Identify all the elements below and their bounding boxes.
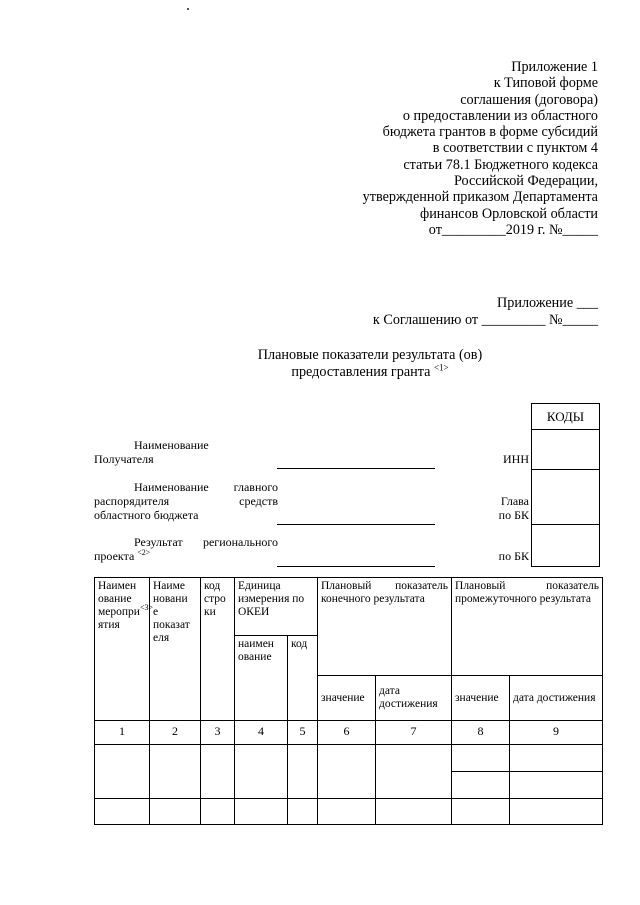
appendix-line: финансов Орловской области bbox=[420, 205, 598, 222]
agreement-reference bbox=[373, 295, 598, 329]
appendix-line: статьи 78.1 Бюджетного кодекса bbox=[403, 156, 598, 173]
title-line-1: Плановые показатели результата (ов) bbox=[257, 347, 483, 363]
codes-table bbox=[531, 403, 600, 567]
footnote-ref-3: <3> bbox=[139, 603, 153, 613]
header-indicator-name: Наиме новани е показат еля bbox=[150, 578, 201, 721]
table-cell[interactable] bbox=[288, 745, 318, 799]
col-number: 7 bbox=[376, 721, 452, 745]
table-cell[interactable] bbox=[452, 772, 510, 799]
header-unit: Единица измерения по ОКЕИ bbox=[235, 578, 318, 636]
col-number: 4 bbox=[235, 721, 288, 745]
indicators-table bbox=[94, 577, 603, 825]
bk-code-cell[interactable] bbox=[532, 525, 600, 567]
table-cell[interactable] bbox=[201, 799, 235, 825]
recipient-field-line[interactable] bbox=[277, 468, 435, 469]
agreement-line-1: Приложение ___ bbox=[497, 295, 598, 311]
table-cell[interactable] bbox=[452, 745, 510, 772]
table-cell[interactable] bbox=[95, 799, 150, 825]
table-cell[interactable] bbox=[510, 799, 603, 825]
col-number: 6 bbox=[318, 721, 376, 745]
codes-header: КОДЫ bbox=[532, 404, 600, 430]
appendix-header bbox=[363, 59, 598, 238]
table-cell[interactable] bbox=[150, 799, 201, 825]
col-number: 3 bbox=[201, 721, 235, 745]
header-final-result: Плановый показатель конечного результата bbox=[318, 578, 452, 676]
table-cell[interactable] bbox=[318, 799, 376, 825]
appendix-line: соглашения (договора) bbox=[460, 91, 598, 108]
scan-speck bbox=[187, 8, 189, 10]
recipient-label-1: Наименование bbox=[134, 438, 209, 452]
footnote-ref-1: <1> bbox=[433, 362, 449, 373]
document-title bbox=[0, 347, 640, 381]
appendix-line: Приложение 1 bbox=[511, 59, 598, 75]
appendix-line: от_________2019 г. №_____ bbox=[428, 221, 598, 238]
project-label-2: проекта bbox=[94, 549, 135, 563]
recipient-label-2: Получателя bbox=[94, 452, 154, 466]
appendix-line: в соответствии с пунктом 4 bbox=[432, 140, 598, 157]
header-unit-name: наимен ование bbox=[235, 636, 288, 721]
project-field-line[interactable] bbox=[277, 566, 435, 567]
header-final-value: значение bbox=[318, 676, 376, 721]
footnote-ref-2: <2> bbox=[137, 548, 151, 557]
table-cell[interactable] bbox=[318, 745, 376, 799]
manager-label-2: распорядителя средств bbox=[94, 494, 278, 508]
table-cell[interactable] bbox=[288, 799, 318, 825]
col-number: 8 bbox=[452, 721, 510, 745]
glava-label-2: по БК bbox=[498, 508, 529, 522]
header-unit-code: код bbox=[288, 636, 318, 721]
table-cell[interactable] bbox=[510, 772, 603, 799]
table-cell[interactable] bbox=[510, 745, 603, 772]
header-intermediate-result: Плановый показатель промежуточного результата bbox=[452, 578, 603, 676]
col-number: 2 bbox=[150, 721, 201, 745]
appendix-line: о предоставлении из областного bbox=[402, 107, 598, 124]
appendix-line: бюджета грантов в форме субсидий bbox=[382, 124, 598, 141]
table-cell[interactable] bbox=[95, 745, 150, 799]
header-event-name: Наимен ование меропри$^{<3>}$ ятия bbox=[95, 578, 150, 721]
table-cell[interactable] bbox=[452, 799, 510, 825]
bk-label: по БК bbox=[498, 549, 529, 563]
manager-label-3: областного бюджета bbox=[94, 508, 199, 522]
col-number: 1 bbox=[95, 721, 150, 745]
header-final-date: дата достижения bbox=[376, 676, 452, 721]
agreement-line-2: к Соглашению от _________ №_____ bbox=[372, 312, 598, 328]
inn-code-cell[interactable] bbox=[532, 430, 600, 470]
inn-label: ИНН bbox=[503, 452, 529, 466]
glava-code-cell[interactable] bbox=[532, 470, 600, 525]
table-cell[interactable] bbox=[201, 745, 235, 799]
header-inter-date: дата достижения bbox=[510, 676, 603, 721]
project-label-1: Результат регионального bbox=[134, 535, 278, 549]
manager-field-line[interactable] bbox=[277, 524, 435, 525]
appendix-line: к Типовой форме bbox=[493, 75, 598, 92]
glava-label-1: Глава bbox=[500, 494, 529, 508]
manager-label-1: Наименование главного bbox=[134, 480, 278, 494]
appendix-line: Российской Федерации, bbox=[453, 173, 598, 190]
col-number: 5 bbox=[288, 721, 318, 745]
table-cell[interactable] bbox=[150, 745, 201, 799]
table-cell[interactable] bbox=[376, 799, 452, 825]
col-number: 9 bbox=[510, 721, 603, 745]
table-cell[interactable] bbox=[235, 745, 288, 799]
appendix-line: утвержденной приказом Департамента bbox=[362, 189, 598, 206]
table-cell[interactable] bbox=[376, 745, 452, 799]
title-line-2: предоставления гранта bbox=[291, 364, 431, 380]
header-inter-value: значение bbox=[452, 676, 510, 721]
table-cell[interactable] bbox=[235, 799, 288, 825]
header-row-code: код стро ки bbox=[201, 578, 235, 721]
